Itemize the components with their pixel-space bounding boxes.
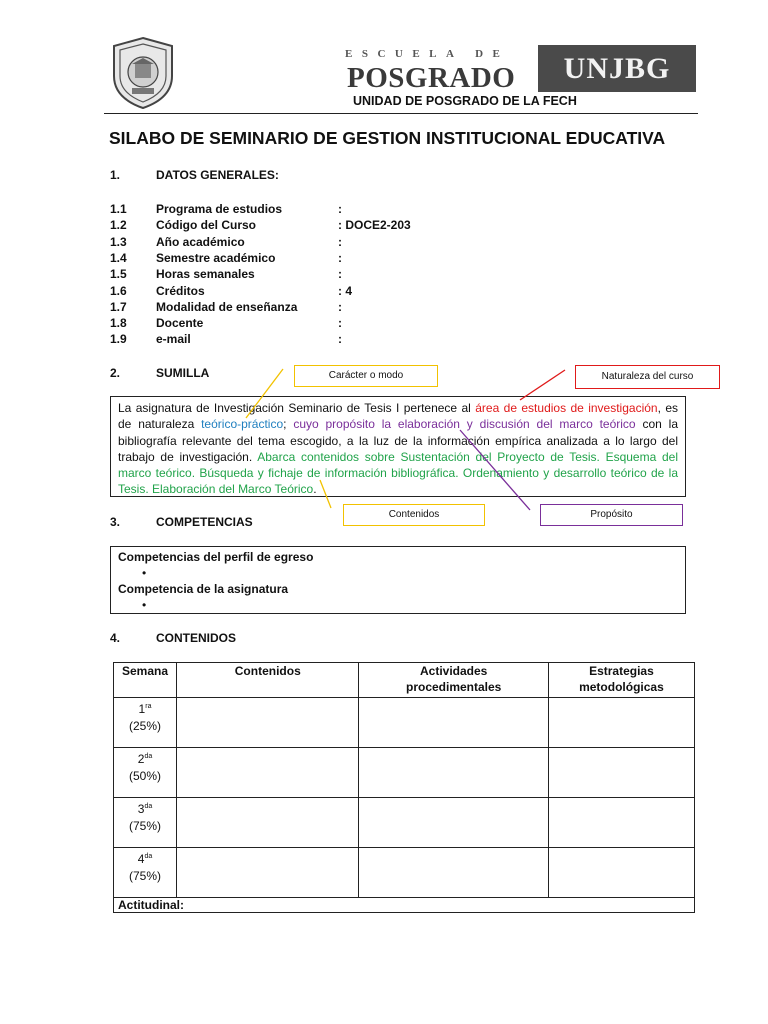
actitudinal-label: Actitudinal:: [114, 898, 695, 913]
sumilla-text: ;: [283, 417, 294, 432]
datos-label: Horas semanales: [156, 267, 255, 282]
contenidos-cell: [177, 698, 359, 748]
week-number: 2: [137, 752, 145, 766]
table-row: [114, 848, 695, 898]
week-ordinal: da: [144, 853, 153, 860]
section-2-number: 2.: [110, 366, 121, 380]
bullet-item: •: [142, 598, 147, 612]
callout-proposito: Propósito: [540, 504, 683, 526]
contenidos-cell: [177, 748, 359, 798]
datos-label: Créditos: [156, 283, 205, 298]
callout-contenidos: Contenidos: [343, 504, 485, 526]
sumilla-proposito: cuyo propósito la elaboración y discusión del marco teórico: [293, 417, 636, 432]
datos-value: : 4: [338, 283, 353, 298]
contenidos-cell: [177, 798, 359, 848]
datos-value: :: [338, 202, 342, 216]
week-number: 4: [137, 852, 145, 866]
unidad-subtitle: UNIDAD DE POSGRADO DE LA FECH: [353, 94, 577, 108]
table-row: [114, 798, 695, 848]
week-percent: (25%): [129, 719, 162, 733]
competencia-asignatura-label: Competencia de la asignatura: [118, 582, 289, 596]
callout-caracter: Carácter o modo: [294, 365, 438, 387]
datos-number: 1.6: [110, 283, 127, 298]
estrategias-cell: [548, 748, 694, 798]
week-ordinal: da: [144, 753, 153, 760]
section-4-heading: CONTENIDOS: [156, 631, 237, 645]
week-number: 3: [137, 802, 145, 816]
section-3-number: 3.: [110, 515, 121, 529]
table-row: [114, 748, 695, 798]
section-1-heading: DATOS GENERALES:: [156, 168, 279, 182]
sumilla-text: con la bibliografía relevante del tema escogido, a la luz de la información empírica analizada a lo largo del trabajo de investigación.: [118, 417, 678, 464]
datos-label: Año académico: [156, 234, 245, 249]
document-title: SILABO DE SEMINARIO DE GESTION INSTITUCIONAL EDUCATIVA: [109, 128, 666, 148]
table-row: [114, 698, 695, 748]
estrategias-cell: [548, 798, 694, 848]
contenidos-cell: [177, 848, 359, 898]
datos-number: 1.1: [110, 202, 127, 216]
bullet-item: •: [142, 566, 147, 580]
unjbg-logo: UNJBG: [538, 45, 696, 92]
section-2-heading: SUMILLA: [156, 366, 210, 380]
datos-number: 1.7: [110, 299, 127, 314]
sumilla-text: , es de naturaleza: [118, 401, 678, 432]
actitudinal-row: [114, 898, 695, 913]
week-cell: [114, 798, 177, 848]
week-percent: (75%): [129, 869, 162, 883]
escuela-label: ESCUELA DE: [345, 48, 510, 60]
week-cell: [114, 748, 177, 798]
sumilla-text: .: [313, 482, 317, 497]
section-4-number: 4.: [110, 631, 121, 645]
datos-value: :: [338, 267, 342, 282]
estrategias-cell: [548, 848, 694, 898]
datos-label: Programa de estudios: [156, 202, 283, 216]
table-header-row: [114, 663, 695, 698]
week-percent: (50%): [129, 769, 162, 783]
actividades-cell: [359, 848, 548, 898]
competencias-box: [110, 546, 686, 614]
header-contenidos: Contenidos: [177, 663, 359, 698]
datos-number: 1.5: [110, 267, 127, 282]
header-semana: Semana: [114, 663, 177, 698]
datos-number: 1.8: [110, 316, 127, 331]
week-number: 1: [138, 702, 146, 716]
section-3-heading: COMPETENCIAS: [156, 515, 253, 529]
header-estrategias: Estrategias metodológicas: [548, 663, 694, 698]
sumilla-caracter: teórico-práctico: [201, 417, 284, 432]
week-percent: (75%): [129, 819, 162, 833]
week-cell: [114, 698, 177, 748]
week-ordinal: da: [144, 803, 153, 810]
datos-label: Modalidad de enseñanza: [156, 299, 298, 314]
sumilla-contenidos: Abarca contenidos sobre Sustentación del Proyecto de Tesis. Esquema del marco teórico. Búsqueda y fichaje de información bibliográfica. Ordenamiento y desarrollo teórico de la Tesis. Elaboración del Marco Teórico: [118, 449, 678, 497]
header-actividades: Actividades procedimentales: [359, 663, 548, 698]
datos-value: :: [338, 299, 342, 314]
datos-value: :: [338, 250, 342, 265]
actividades-cell: [359, 698, 548, 748]
week-ordinal: ra: [145, 703, 152, 710]
datos-number: 1.9: [110, 332, 127, 347]
competencias-perfil-label: Competencias del perfil de egreso: [118, 550, 314, 564]
actividades-cell: [359, 748, 548, 798]
datos-number: 1.3: [110, 234, 127, 249]
week-cell: [114, 848, 177, 898]
datos-label: Código del Curso: [156, 218, 256, 233]
datos-value: :: [338, 234, 342, 249]
contenidos-table: [113, 662, 695, 913]
sumilla-text: La asignatura de Investigación Seminario de Tesis I pertenece al: [118, 401, 476, 415]
datos-value: : DOCE2-203: [338, 218, 411, 233]
actividades-cell: [359, 798, 548, 848]
datos-number: 1.4: [110, 250, 127, 265]
datos-label: Semestre académico: [156, 250, 276, 265]
datos-number: 1.2: [110, 218, 127, 233]
callout-naturaleza: Naturaleza del curso: [575, 365, 720, 389]
datos-value: :: [338, 316, 342, 331]
datos-value: :: [338, 332, 342, 347]
datos-label: Docente: [156, 316, 204, 331]
sumilla-area: área de estudios de investigación: [475, 401, 658, 415]
posgrado-wordmark: POSGRADO: [347, 62, 516, 94]
section-1-number: 1.: [110, 168, 121, 182]
datos-label: e-mail: [156, 332, 191, 347]
estrategias-cell: [548, 698, 694, 748]
